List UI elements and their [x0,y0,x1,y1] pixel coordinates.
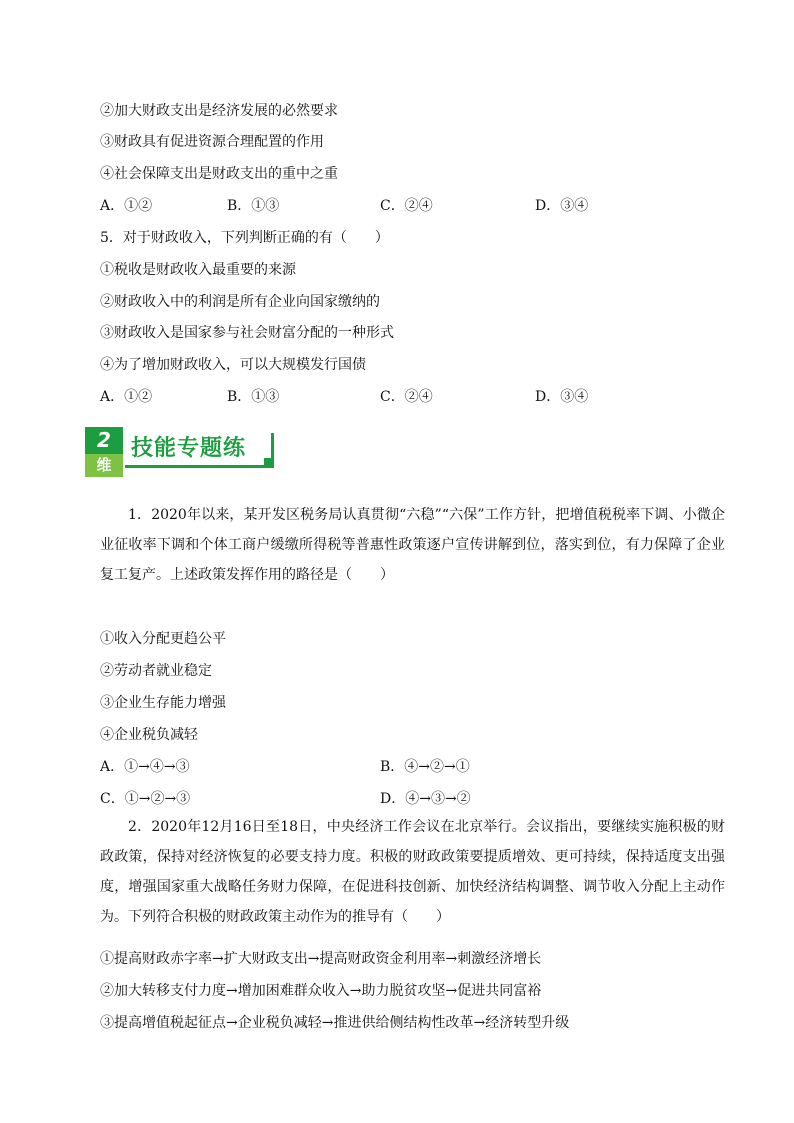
q4-option-a[interactable]: A．①② [100,198,153,214]
section-badge [85,427,123,477]
s1-item-2: ②劳动者就业稳定 [100,663,212,679]
q5-option-a[interactable]: A．①② [100,389,153,405]
s1-option-b[interactable]: B．④→②→① [380,759,470,775]
q5-option-b[interactable]: B．①③ [227,389,280,405]
q5-stem: 5．对于财政收入，下列判断正确的有（ ） [100,230,389,246]
section-title-box [125,433,274,468]
s1-stem: 1．2020年以来，某开发区税务局认真贯彻“六稳”“六保”工作方针，把增值税税率下调、小微企业征收率下调和个体工商户缓缴所得税等普惠性政策逐户宣传讲解到位，落实到位，有力保障了企业复工复产。上述政策发挥作用的路径是（ ） [100,507,725,583]
q5-item-3: ③财政收入是国家参与社会财富分配的一种形式 [100,325,394,341]
section-badge-label: 维 [85,454,123,477]
s1-option-d[interactable]: D．④→③→② [380,791,471,807]
q5-option-c[interactable]: C．②④ [380,389,433,405]
q4-option-b[interactable]: B．①③ [227,198,280,214]
s2-item-3: ③提高增值税起征点→企业税负减轻→推进供给侧结构性改革→经济转型升级 [100,1015,570,1031]
s1-option-a[interactable]: A．①→④→③ [100,759,190,775]
s2-item-2: ②加大转移支付力度→增加困难群众收入→助力脱贫攻坚→促进共同富裕 [100,983,542,999]
q4-option-c[interactable]: C．②④ [380,198,433,214]
q4-option-d[interactable]: D．③④ [535,198,589,214]
q4-item-2: ②加大财政支出是经济发展的必然要求 [100,103,338,119]
s2-stem: 2．2020年12月16日至18日，中央经济工作会议在北京举行。会议指出，要继续实施积极的财政政策，保持对经济恢复的必要支持力度。积极的财政政策要提质增效、更可持续，保持适度支出强度，增强国家重大战略任务财力保障，在促进科技创新、加快经济结构调整、调节收入分配上主动作为。下列符合积极的财政政策主动作为的推导有（ ） [100,819,725,925]
s1-option-c[interactable]: C．①→②→③ [100,791,191,807]
section-title: 技能专题练 [131,436,247,461]
section-header [85,427,280,479]
q4-item-4: ④社会保障支出是财政支出的重中之重 [100,166,338,182]
q4-item-3: ③财政具有促进资源合理配置的作用 [100,134,324,150]
q5-item-1: ①税收是财政收入最重要的来源 [100,262,296,278]
s1-item-1: ①收入分配更趋公平 [100,631,226,647]
q5-item-4: ④为了增加财政收入，可以大规模发行国债 [100,357,366,373]
q5-item-2: ②财政收入中的利润是所有企业向国家缴纳的 [100,294,380,310]
s1-item-4: ④企业税负减轻 [100,727,198,743]
s1-item-3: ③企业生存能力增强 [100,695,226,711]
section-badge-number: 2 [85,427,123,454]
q5-option-d[interactable]: D．③④ [535,389,589,405]
s2-item-1: ①提高财政赤字率→扩大财政支出→提高财政资金利用率→刺激经济增长 [100,951,542,967]
